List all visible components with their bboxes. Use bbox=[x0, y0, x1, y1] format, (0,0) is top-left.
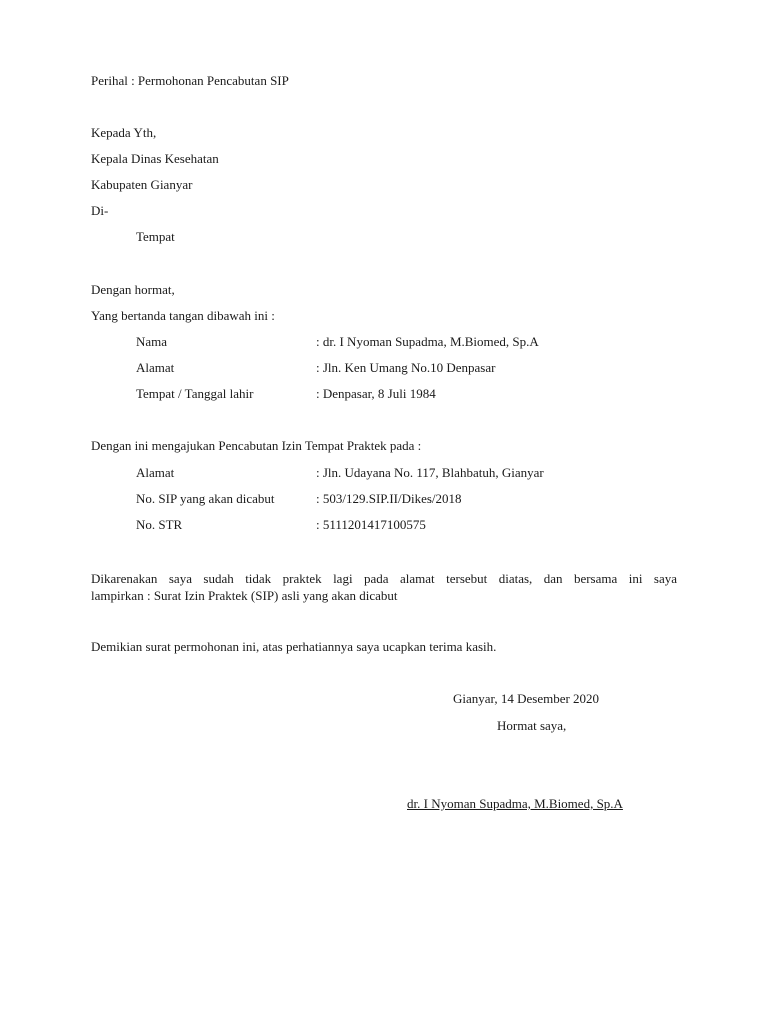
applicant-row bbox=[136, 334, 696, 350]
reason-line-1: Dikarenakan saya sudah tidak praktek lagi pada alamat tersebut diatas, dan bersama ini saya bbox=[91, 571, 677, 586]
place-date: Gianyar, 14 Desember 2020 bbox=[453, 691, 600, 706]
subject-line: Perihal : Permohonan Pencabutan SIP bbox=[91, 73, 289, 88]
intro-line: Yang bertanda tangan dibawah ini : bbox=[91, 308, 275, 323]
reason-line-2: lampirkan : Surat Izin Praktek (SIP) asli yang akan dicabut bbox=[91, 588, 398, 603]
practice-value: : Jln. Udayana No. 117, Blahbatuh, Gianyar bbox=[316, 465, 544, 480]
recipient-line-4: Di- bbox=[91, 203, 109, 218]
practice-value: : 503/129.SIP.II/Dikes/2018 bbox=[316, 491, 462, 506]
applicant-row bbox=[136, 386, 696, 402]
practice-label: No. STR bbox=[136, 517, 183, 532]
practice-label: No. SIP yang akan dicabut bbox=[136, 491, 275, 506]
practice-row bbox=[136, 491, 696, 507]
recipient-line-5: Tempat bbox=[136, 229, 175, 244]
practice-value: : 5111201417100575 bbox=[316, 517, 426, 532]
applicant-value: : Jln. Ken Umang No.10 Denpasar bbox=[316, 360, 496, 375]
applicant-row bbox=[136, 360, 696, 376]
greeting: Dengan hormat, bbox=[91, 282, 175, 297]
signatory-name: dr. I Nyoman Supadma, M.Biomed, Sp.A bbox=[407, 796, 623, 811]
applicant-value: : dr. I Nyoman Supadma, M.Biomed, Sp.A bbox=[316, 334, 539, 349]
applicant-label: Alamat bbox=[136, 360, 175, 375]
applicant-label: Nama bbox=[136, 334, 168, 349]
closing-line: Demikian surat permohonan ini, atas perhatiannya saya ucapkan terima kasih. bbox=[91, 639, 497, 654]
applicant-value: : Denpasar, 8 Juli 1984 bbox=[316, 386, 436, 401]
recipient-line-1: Kepada Yth, bbox=[91, 125, 157, 140]
practice-label: Alamat bbox=[136, 465, 175, 480]
reason-paragraph bbox=[91, 570, 677, 604]
practice-row bbox=[136, 517, 696, 533]
applicant-label: Tempat / Tanggal lahir bbox=[136, 386, 254, 401]
practice-row bbox=[136, 465, 696, 481]
recipient-line-3: Kabupaten Gianyar bbox=[91, 177, 193, 192]
request-intro: Dengan ini mengajukan Pencabutan Izin Tempat Praktek pada : bbox=[91, 438, 422, 453]
regards: Hormat saya, bbox=[497, 718, 567, 733]
recipient-line-2: Kepala Dinas Kesehatan bbox=[91, 151, 219, 166]
